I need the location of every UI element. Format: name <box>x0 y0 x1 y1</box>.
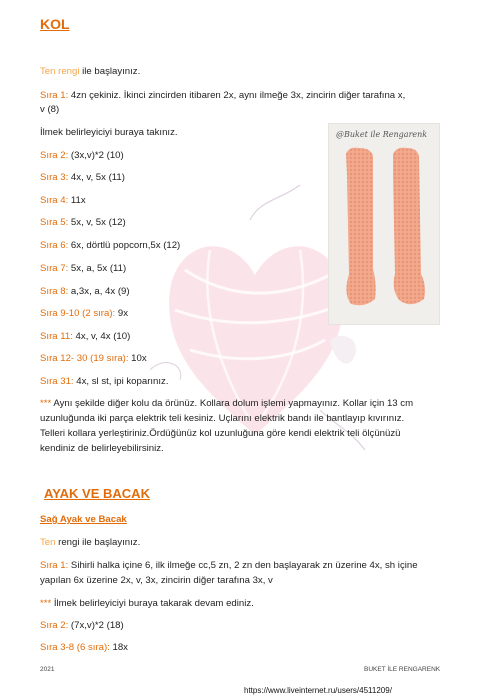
kol-row-1: Sıra 1: 4zn çekiniz. İkinci zincirden itibaren 2x, aynı ilmeğe 3x, zincirin diğer tarafına x, <box>40 90 406 101</box>
row-label: Sıra 3: <box>40 172 69 183</box>
row-text: 10x <box>128 353 147 364</box>
row-text: 4x, sl st, ipi koparınız. <box>73 376 169 387</box>
row-text: 5x, v, 5x (12) <box>68 217 126 228</box>
kol-start-line: Ten rengi ile başlayınız. <box>40 66 141 77</box>
kol-row <box>40 240 180 252</box>
row-label: Sıra 6: <box>40 240 69 251</box>
row-label: Sıra 5: <box>40 217 69 228</box>
photo-watermark: @Buket ile Rengarenk <box>336 130 428 139</box>
ayak-marker-note: *** İlmek belirleyiciyi buraya takarak devam ediniz. <box>40 598 254 609</box>
footer-brand: BUKET İLE RENGARENK <box>364 666 441 673</box>
footer-year: 2021 <box>40 666 55 673</box>
kol-marker-note: İlmek belirleyiciyi buraya takınız. <box>40 127 178 138</box>
crocheted-arms-image <box>329 124 439 324</box>
row-label: Sıra 31: <box>40 376 74 387</box>
ayak-start-line: Ten rengi ile başlayınız. <box>40 537 141 548</box>
row-text: a,3x, a, 4x (9) <box>68 286 130 297</box>
kol-row <box>40 172 125 184</box>
kol-row-1-cont: v (8) <box>40 104 60 115</box>
row-label: Sıra 12- 30 (19 sıra): <box>40 353 129 364</box>
arms-photo <box>328 123 440 325</box>
row-text: 5x, a, 5x (11) <box>68 263 127 274</box>
ayak-row-1-cont: yapılan 6x üzerine 2x, v, 3x, zincirin diğer tarafına 3x, v <box>40 575 273 586</box>
ayak-row-2: Sıra 2: (7x,v)*2 (18) <box>40 620 124 631</box>
ayak-row-3-8: Sıra 3-8 (6 sıra): 18x <box>40 642 128 653</box>
row-text: 9x <box>115 308 128 319</box>
ayak-row-1: Sıra 1: Sihirli halka içine 6, ilk ilmeğe cc,5 zn, 2 zn den başlayarak zn üzerine 4x, sh içine <box>40 560 418 571</box>
row-text: 11x <box>68 195 86 206</box>
kol-row <box>40 263 126 275</box>
row-label: Sıra 9-10 (2 sıra): <box>40 308 116 319</box>
row-label: Sıra 2: <box>40 150 69 161</box>
kol-row <box>40 331 130 343</box>
kol-row <box>40 217 126 229</box>
kol-row <box>40 150 124 162</box>
row-text: (3x,v)*2 (10) <box>68 150 124 161</box>
source-url[interactable]: https://www.liveinternet.ru/users/4511209/ <box>244 686 392 695</box>
kol-row <box>40 195 86 207</box>
kol-note-paragraph: *** Aynı şekilde diğer kolu da örünüz. Kollara dolum işlemi yapmayınız. Kollar için 13 cm uzunluğunda iki parça elektrik teli kesiniz. Uçlarını elektrik bandı ile bantlayıp kıvırınız. Telleri kollara yerleştiriniz.Ördüğünüz kol uzunluğuna göre kendi elektrik teli ölçünüzü kendiniz de belirleyebilirsiniz. <box>40 398 414 454</box>
kol-row <box>40 353 147 365</box>
subheading-sag-ayak: Sağ Ayak ve Bacak <box>40 514 127 525</box>
row-text: 6x, dörtlü popcorn,5x (12) <box>68 240 181 251</box>
kol-row <box>40 308 128 320</box>
row-label: Sıra 8: <box>40 286 69 297</box>
row-text: 4x, v, 5x (11) <box>68 172 125 183</box>
row-label: Sıra 11: <box>40 331 73 342</box>
kol-row <box>40 376 169 388</box>
row-label: Sıra 4: <box>40 195 69 206</box>
row-label: Sıra 7: <box>40 263 69 274</box>
section-heading-kol: KOL <box>40 16 70 32</box>
kol-row <box>40 286 130 298</box>
section-heading-ayak: AYAK VE BACAK <box>44 486 150 501</box>
row-text: 4x, v, 4x (10) <box>72 331 131 342</box>
